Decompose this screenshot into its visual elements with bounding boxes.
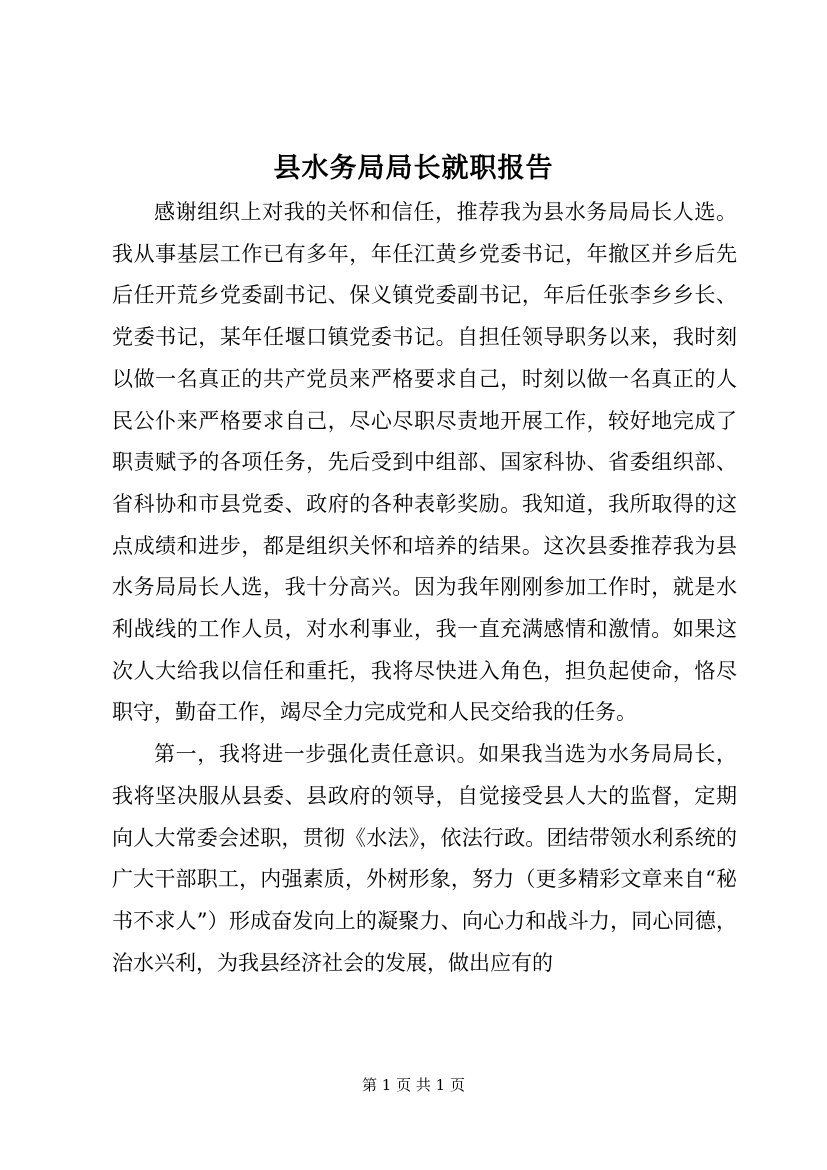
document-body [112,192,737,984]
paragraph-first-point: 第一，我将进一步强化责任意识。如果我当选为水务局局长，我将坚决服从县委、县政府的领导，自觉接受县人大的监督，定期向人大常委会述职，贯彻《水法》，依法行政。团结带领水利系统的广大干部职工，内强素质，外树形象，努力（更多精彩文章来自“秘书不求人”）形成奋发向上的凝聚力、向心力和战斗力，同心同德，治水兴利，为我县经济社会的发展，做出应有的 [112,742,737,975]
page-footer: 第 1 页 共 1 页 [362,1076,465,1094]
paragraph-intro: 感谢组织上对我的关怀和信任，推荐我为县水务局局长人选。我从事基层工作已有多年，年任江黄乡党委书记，年撤区并乡后先后任开荒乡党委副书记、保义镇党委副书记，年后任张李乡乡长、党委书记，某年任堰口镇党委书记。自担任领导职务以来，我时刻以做一名真正的共产党员来严格要求自己，时刻以做一名真正的人民公仆来严格要求自己，尽心尽职尽责地开展工作，较好地完成了职责赋予的各项任务，先后受到中组部、国家科协、省委组织部、省科协和市县党委、政府的各种表彰奖励。我知道，我所取得的这点成绩和进步，都是组织关怀和培养的结果。这次县委推荐我为县水务局局长人选，我十分高兴。因为我年刚刚参加工作时，就是水利战线的工作人员，对水利事业，我一直充满感情和激情。如果这次人大给我以信任和重托，我将尽快进入角色，担负起使命，恪尽职守，勤奋工作，竭尽全力完成党和人民交给我的任务。 [112,200,737,725]
document-title: 县水务局局长就职报告 [273,153,554,184]
